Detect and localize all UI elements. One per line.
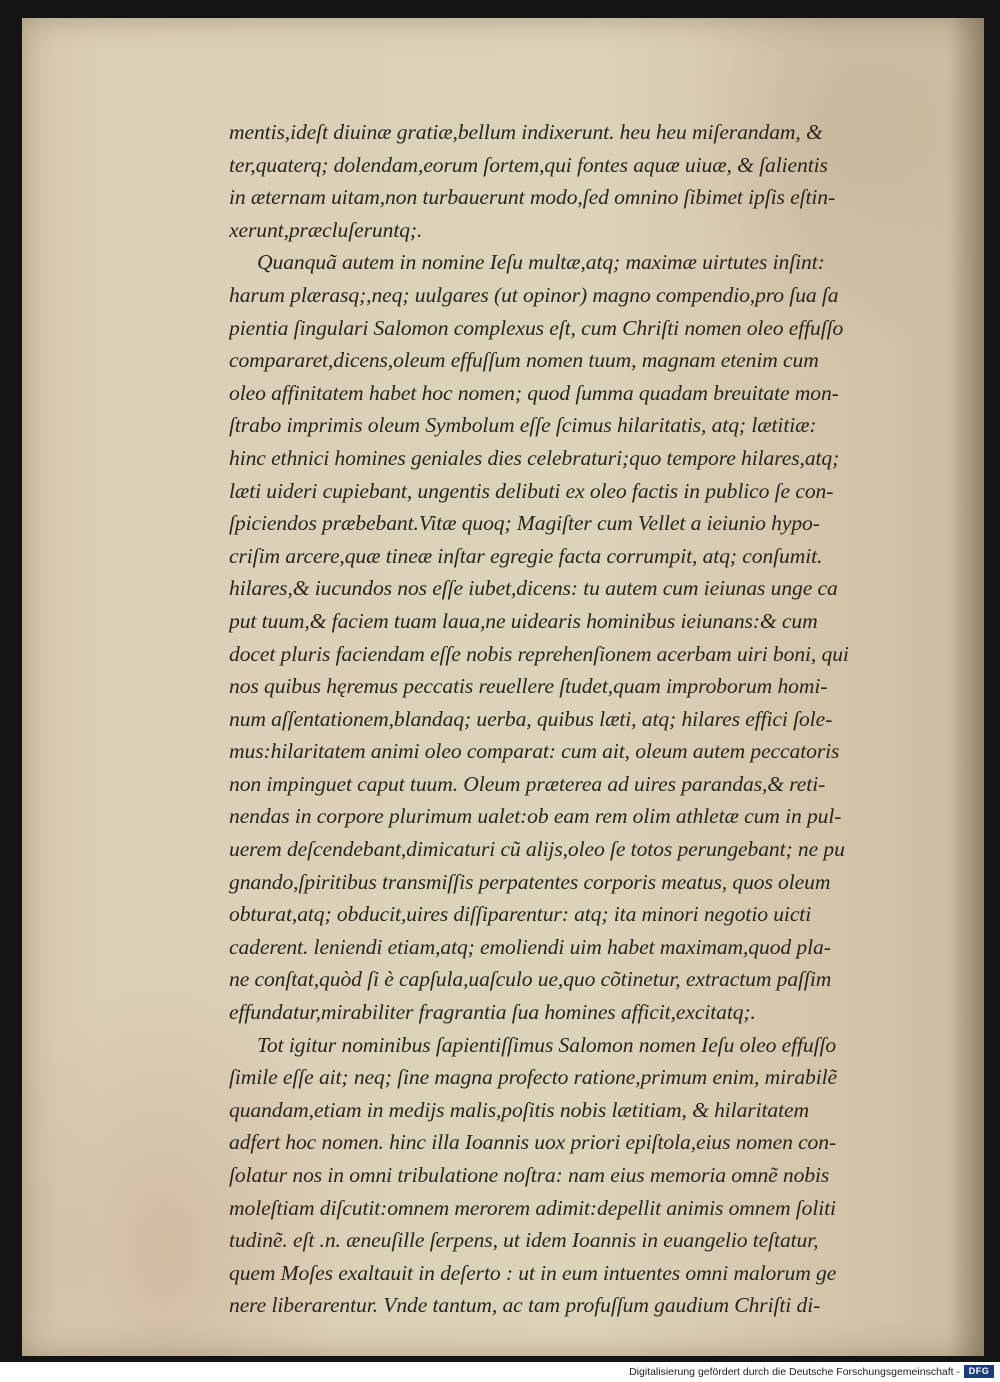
text-line: oleo affinitatem habet hoc nomen; quod ſumma quadam breuitate mon-	[229, 380, 839, 405]
text-line: Quanquã autem in nomine Ieſu multæ,atq; maximæ uirtutes inſint:	[257, 250, 825, 275]
text-line: mus:hilaritatem animi oleo comparat: cum ait, oleum autem peccatoris	[229, 739, 840, 764]
text-line: num aſſentationem,blandaq; uerba, quibus læti, atq; hilares effici ſole-	[229, 706, 833, 731]
text-line: ſimile eſſe ait; neq; ſine magna profecto ratione,primum enim, mirabilẽ	[229, 1065, 838, 1090]
text-line: caderent. leniendi etiam,atq; emoliendi uim habet maximam,quod pla-	[229, 934, 831, 959]
text-line: quem Moſes exaltauit in deſerto : ut in eum intuentes omni malorum ge	[229, 1260, 837, 1285]
text-line: gnando,ſpiritibus transmiſſis perpatentes corporis meatus, quos oleum	[229, 869, 831, 894]
page-text	[229, 116, 934, 1322]
digitization-footer	[0, 1362, 1000, 1382]
text-line: adfert hoc nomen. hinc illa Ioannis uox priori epiſtola,eius nomen con-	[229, 1130, 837, 1155]
text-line: nere liberarentur. Vnde tantum, ac tam profuſſum gaudium Chriſti di-	[229, 1293, 821, 1318]
text-line: quandam,etiam in medijs malis,poſitis nobis lætitiam, & hilaritatem	[229, 1097, 809, 1122]
text-line: nendas in corpore plurimum ualet:ob eam rem olim athletæ cum in pul-	[229, 804, 842, 829]
text-line: hinc ethnici homines geniales dies celebraturi;quo tempore hilares,atq;	[229, 445, 840, 470]
text-line: moleſtiam diſcutit:omnem merorem adimit:depellit animis omnem ſoliti	[229, 1195, 836, 1220]
text-line: non impinguet caput tuum. Oleum præterea ad uires parandas,& reti-	[229, 771, 826, 796]
text-line: ſpiciendos præbebant.Vitæ quoq; Magiſter cum Vellet a ieiunio hypo-	[229, 511, 820, 536]
text-line: Tot igitur nominibus ſapientiſſimus Salomon nomen Ieſu oleo effuſſo	[257, 1032, 837, 1057]
text-line: hilares,& iucundos nos eſſe iubet,dicens: tu autem cum ieiunas unge ca	[229, 576, 838, 601]
text-line: put tuum,& faciem tuam laua,ne uidearis hominibus ieiunans:& cum	[229, 608, 818, 633]
text-line: nos quibus hęremus peccatis reuellere ſtudet,quam improborum homi-	[229, 674, 828, 699]
text-line: effundatur,mirabiliter fragrantia ſua homines afficit,excitatq;.	[229, 1000, 756, 1025]
text-line: harum plærasq;,neq; uulgares (ut opinor) magno compendio,pro ſua ſa	[229, 282, 839, 307]
text-line: in æternam uitam,non turbauerunt modo,ſed omnino ſibimet ipſis eſtin-	[229, 185, 836, 210]
text-line: mentis,ideſt diuinæ gratiæ,bellum indixerunt. heu heu miſerandam, &	[229, 120, 823, 144]
text-line: compararet,dicens,oleum effuſſum nomen tuum, magnam etenim cum	[229, 348, 819, 373]
book-page	[22, 18, 984, 1356]
dfg-logo: DFG	[964, 1365, 994, 1378]
text-line: xerunt,præcluſeruntq;.	[229, 217, 423, 242]
text-line: ſolatur nos in omni tribulatione noſtra: nam eius memoria omnẽ nobis	[229, 1163, 830, 1187]
text-line: obturat,atq; obducit,uires diſſiparentur: atq; ita minori negotio uicti	[229, 902, 812, 927]
text-line: ne conſtat,quòd ſi è capſula,uaſculo ue,quo cõtinetur, extractum paſſim	[229, 967, 832, 992]
text-line: læti uideri cupiebant, ungentis delibuti ex oleo factis in publico ſe con-	[229, 478, 834, 503]
text-line: pientia ſingulari Salomon complexus eſt, cum Chriſti nomen oleo effuſſo	[229, 315, 844, 340]
text-line: uerem deſcendebant,dimicaturi cũ alijs,oleo ſe totos perungebant; ne pu	[229, 837, 845, 862]
text-line: ſtrabo imprimis oleum Symbolum eſſe ſcimus hilaritatis, atq; lætitiæ:	[229, 413, 817, 438]
page-edge-shadow	[950, 18, 984, 1356]
text-line: docet pluris faciendam eſſe nobis reprehenſionem acerbam uiri boni, qui	[229, 641, 849, 666]
text-line: tudinẽ. eſt .n. æneuſille ſerpens, ut idem Ioannis in euangelio teſtatur,	[229, 1228, 819, 1253]
text-line: ter,quaterq; dolendam,eorum ſortem,qui fontes aquæ uiuæ, & ſalientis	[229, 152, 828, 177]
footer-credit: Digitalisierung gefördert durch die Deutsche Forschungsgemeinschaft -	[629, 1366, 960, 1378]
text-line: criſim arcere,quæ tineæ inſtar egregie facta corrumpit, atq; conſumit.	[229, 543, 823, 568]
